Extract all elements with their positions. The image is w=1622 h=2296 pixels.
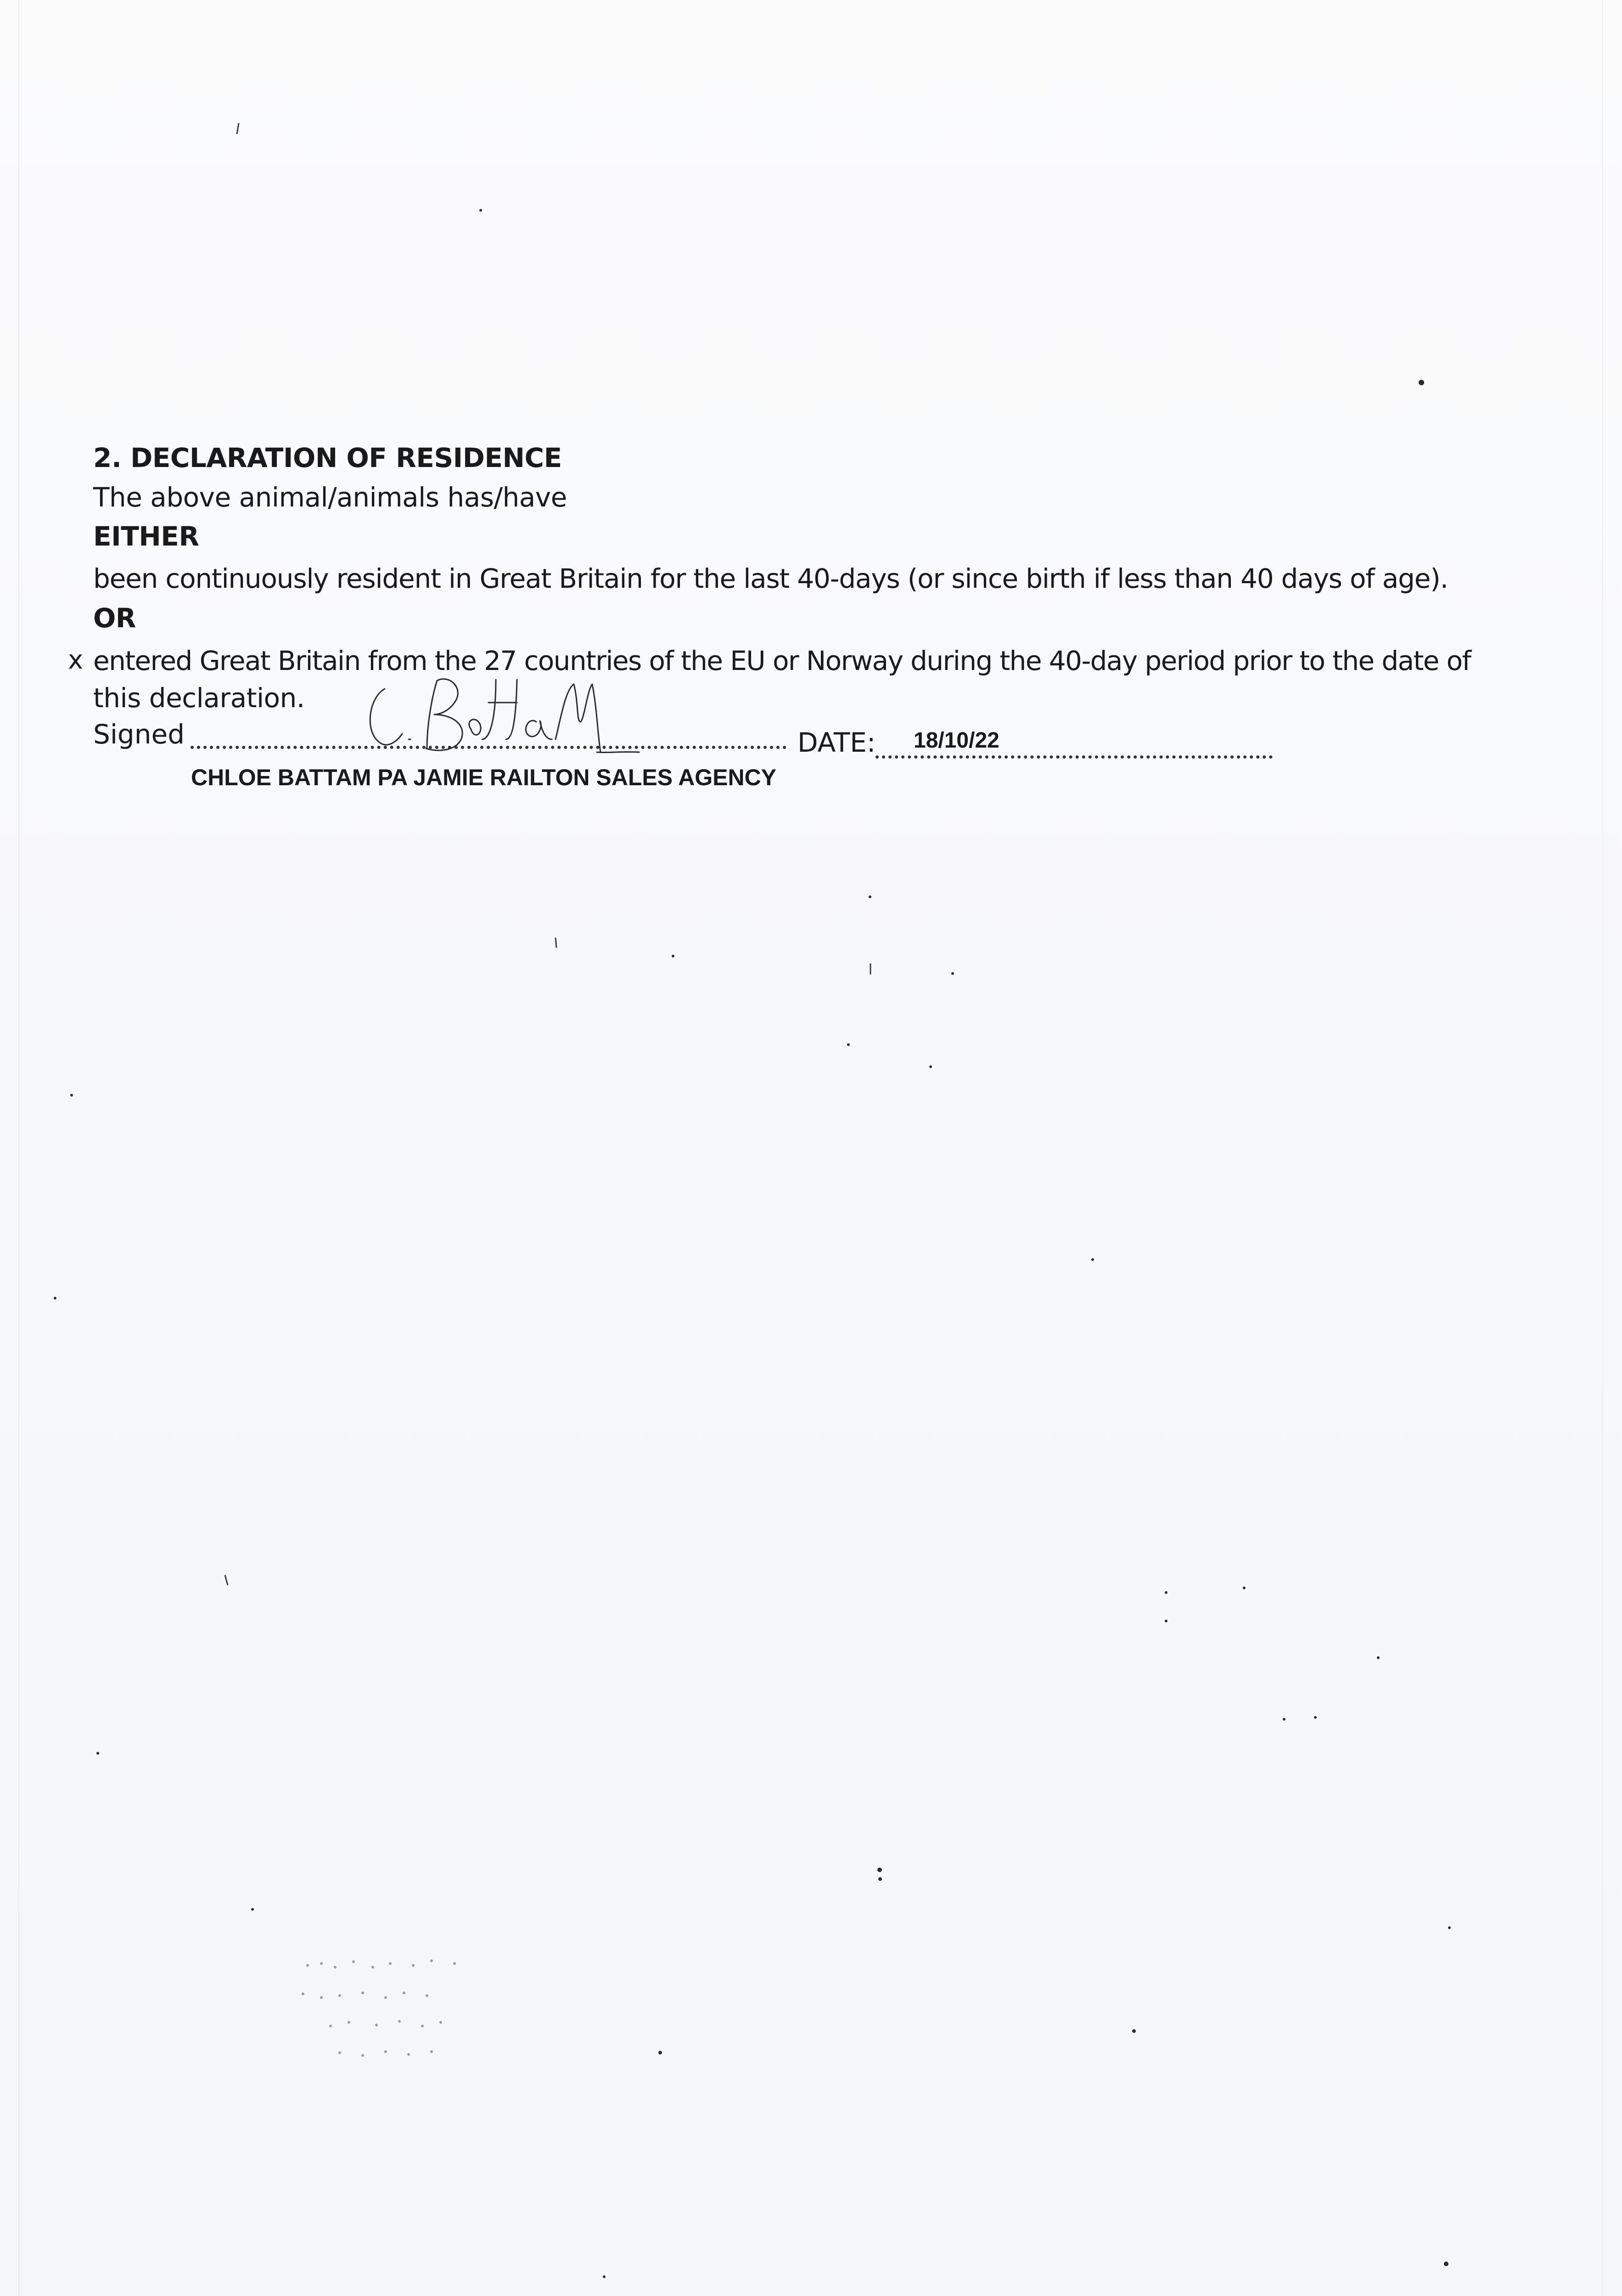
date-label: DATE: bbox=[797, 727, 876, 758]
section-heading: 2. DECLARATION OF RESIDENCE bbox=[93, 442, 562, 473]
date-value: 18/10/22 bbox=[914, 728, 999, 753]
option-entered-gb-line-1: entered Great Britain from the 27 countries of the EU or Norway during the 40-day period prior to the date of bbox=[93, 645, 1471, 676]
handwritten-signature bbox=[358, 670, 643, 758]
or-label: OR bbox=[93, 602, 136, 634]
declaration-intro: The above animal/animals has/have bbox=[93, 482, 567, 513]
either-label: EITHER bbox=[93, 521, 199, 552]
selected-option-mark: x bbox=[68, 645, 84, 675]
signatory-printed-name: CHLOE BATTAM PA JAMIE RAILTON SALES AGENCY bbox=[191, 765, 777, 790]
option-entered-gb-line-2: this declaration. bbox=[93, 682, 305, 714]
option-continuous-residence: been continuously resident in Great Britain for the last 40-days (or since birth if less than 40 days of age). bbox=[93, 563, 1448, 594]
signed-label: Signed bbox=[93, 719, 185, 750]
